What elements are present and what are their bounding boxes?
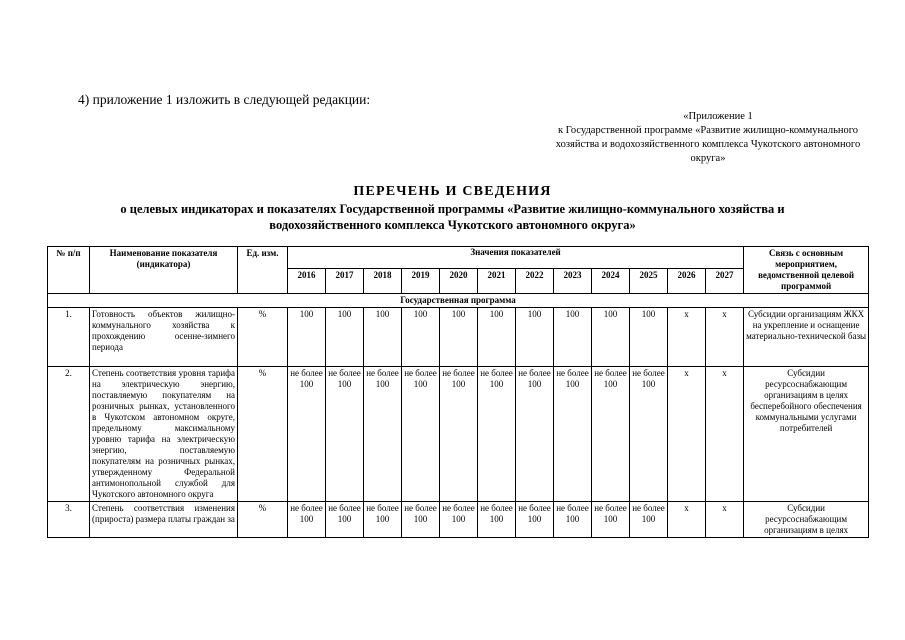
header-indicator-name: Наименование показателя (индикатора) [90, 247, 238, 294]
header-values: Значения показателей [288, 247, 744, 269]
table-row [48, 308, 869, 367]
year-header: 2017 [326, 268, 364, 293]
row-value: не более 100 [326, 367, 364, 502]
row-value: не более 100 [554, 367, 592, 502]
row-value: не более 100 [440, 502, 478, 538]
table-row [48, 367, 869, 502]
row-value: не более 100 [288, 367, 326, 502]
row-num: 3. [48, 502, 90, 538]
row-value: х [668, 502, 706, 538]
row-value: не более 100 [592, 502, 630, 538]
row-value: не более 100 [478, 367, 516, 502]
row-value: 100 [288, 308, 326, 367]
row-value: не более 100 [402, 367, 440, 502]
row-value: х [706, 502, 744, 538]
year-header: 2024 [592, 268, 630, 293]
row-value: не более 100 [516, 367, 554, 502]
table-row [48, 502, 869, 538]
row-unit: % [238, 367, 288, 502]
row-num: 1. [48, 308, 90, 367]
row-indicator-name: Степень соответствия уровня тарифа на электрическую энергию, поставляемую покупателям на розничных рынках, установленного в Чукотском автономном округе, предельному максимальному уровню тарифа на электрическую энергию, поставляемую покупателям на розничных рынках, утвержденному Федеральной антимонопольной службой для Чукотского автономного округа [90, 367, 238, 502]
row-value: 100 [592, 308, 630, 367]
row-link: Субсидии ресурсоснабжающим организациям в целях бесперебойного обеспечения коммунальными услугами потребителей [744, 367, 869, 502]
amendment-intro: 4) приложение 1 изложить в следующей редакции: [78, 92, 371, 107]
row-value: х [706, 308, 744, 367]
year-header: 2016 [288, 268, 326, 293]
indicators-table [47, 246, 869, 538]
year-header: 2019 [402, 268, 440, 293]
row-value: 100 [478, 308, 516, 367]
row-value: не более 100 [630, 367, 668, 502]
row-indicator-name: Готовность объектов жилищно-коммунального хозяйства к прохождению осенне-зимнего периода [90, 308, 238, 367]
row-indicator-name: Степень соответствия изменения (прироста) размера платы граждан за [90, 502, 238, 538]
row-value: не более 100 [364, 502, 402, 538]
year-header: 2023 [554, 268, 592, 293]
row-value: 100 [402, 308, 440, 367]
row-value: не более 100 [288, 502, 326, 538]
year-header: 2027 [706, 268, 744, 293]
year-header: 2021 [478, 268, 516, 293]
year-header: 2026 [668, 268, 706, 293]
document-subtitle: о целевых индикаторах и показателях Государственной программы «Развитие жилищно-коммунального хозяйства и водохозяйственного комплекса Чукотского автономного округа» [120, 202, 785, 232]
row-value: х [706, 367, 744, 502]
row-value: 100 [516, 308, 554, 367]
row-value: не более 100 [592, 367, 630, 502]
year-header: 2018 [364, 268, 402, 293]
row-value: не более 100 [364, 367, 402, 502]
row-value: не более 100 [326, 502, 364, 538]
year-header: 2025 [630, 268, 668, 293]
row-value: не более 100 [516, 502, 554, 538]
table-header-row [48, 247, 869, 269]
row-value: не более 100 [440, 367, 478, 502]
row-value: 100 [630, 308, 668, 367]
appendix-label: «Приложение 1 [683, 111, 753, 122]
row-value: не более 100 [402, 502, 440, 538]
row-value: х [668, 367, 706, 502]
document-title: ПЕРЕЧЕНЬ И СВЕДЕНИЯ [353, 184, 552, 199]
row-value: не более 100 [630, 502, 668, 538]
row-value: 100 [554, 308, 592, 367]
row-value: 100 [364, 308, 402, 367]
row-link: Субсидии организациям ЖКХ на укрепление и оснащение материально-технической базы [744, 308, 869, 367]
row-link: Субсидии ресурсоснабжающим организациям в целях [744, 502, 869, 538]
row-unit: % [238, 502, 288, 538]
section-title: Государственная программа [48, 294, 869, 308]
header-link: Связь с основным мероприятием, ведомственной целевой программой [744, 247, 869, 294]
row-value: 100 [440, 308, 478, 367]
document-heading [0, 183, 905, 233]
row-num: 2. [48, 367, 90, 502]
header-unit: Ед. изм. [238, 247, 288, 294]
appendix-reference [553, 110, 863, 166]
appendix-program-reference: к Государственной программе «Развитие жилищно-коммунального хозяйства и водохозяйственного комплекса Чукотского автономного округа» [555, 125, 861, 164]
row-value: не более 100 [554, 502, 592, 538]
row-value: 100 [326, 308, 364, 367]
row-unit: % [238, 308, 288, 367]
section-row [48, 294, 869, 308]
year-header: 2020 [440, 268, 478, 293]
row-value: х [668, 308, 706, 367]
year-header: 2022 [516, 268, 554, 293]
row-value: не более 100 [478, 502, 516, 538]
header-num: № п/п [48, 247, 90, 294]
